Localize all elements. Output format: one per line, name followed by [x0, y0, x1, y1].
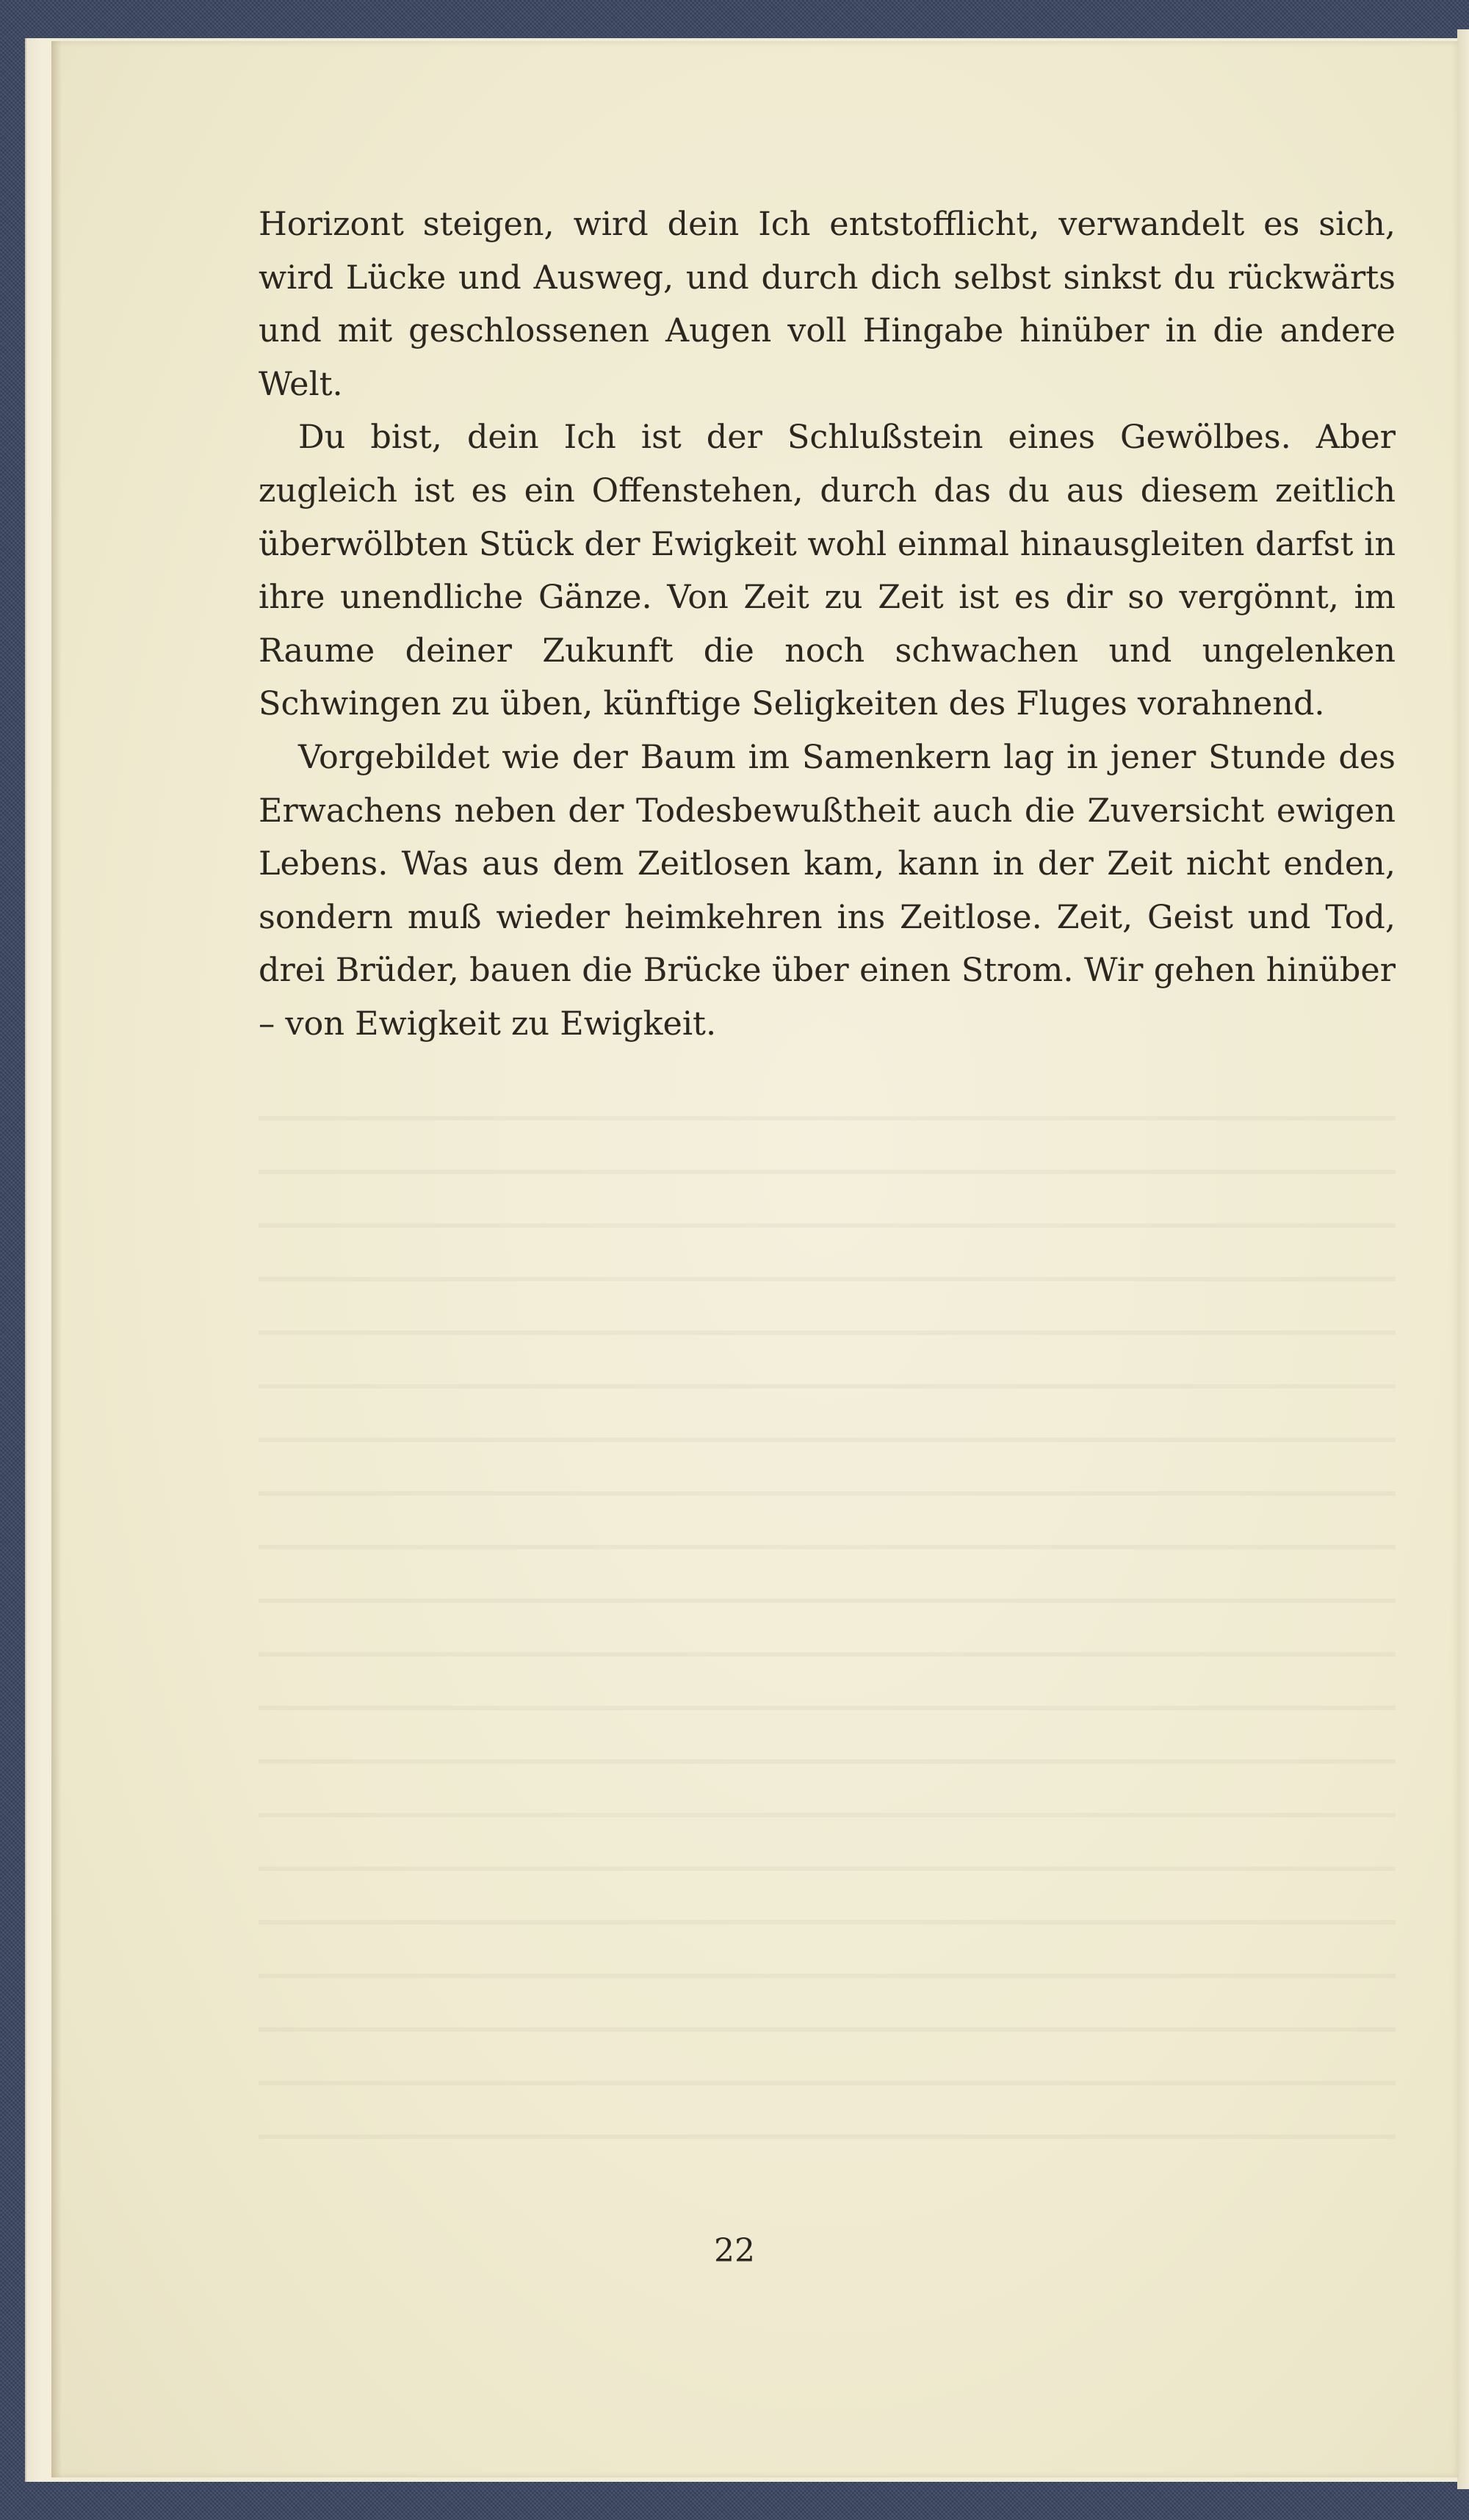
- paragraph-3: Vorgebildet wie der Baum im Samenkern lag in jener Stunde des Erwachens neben der Todesbewußtheit auch die Zuversicht ewigen Lebens. Was aus dem Zeitlosen kam, kann in der Zeit nicht enden, sondern muß wieder heimkehren ins Zeitlose. Zeit, Geist und Tod, drei Brüder, bauen die Brücke über einen Strom. Wir gehen hinüber – von Ewigkeit zu Ewigkeit.: [259, 738, 1396, 1043]
- paragraph-1: Horizont steigen, wird dein Ich entstofflicht, verwandelt es sich, wird Lücke und Ausweg, und durch dich selbst sinkst du rückwärts und mit geschlossenen Augen voll Hingabe hinüber in die andere Welt.: [259, 206, 1396, 403]
- page-right-edge: [1457, 29, 1469, 2489]
- page-number: 22: [714, 2232, 755, 2270]
- paragraph-2: Du bist, dein Ich ist der Schlußstein eines Gewölbes. Aber zugleich ist es ein Offenstehen, durch das du aus diesem zeitlich überwölbten Stück der Ewigkeit wohl einmal hinausgleiten darfst in ihre unendliche Gänze. Von Zeit zu Zeit ist es dir so vergönnt, im Raume deiner Zukunft die noch schwachen und ungelenken Schwingen zu üben, künftige Seligkeiten des Fluges vorahnend.: [259, 419, 1396, 723]
- show-through-text-shadow: [259, 1087, 1396, 2188]
- body-text: [259, 198, 1396, 1051]
